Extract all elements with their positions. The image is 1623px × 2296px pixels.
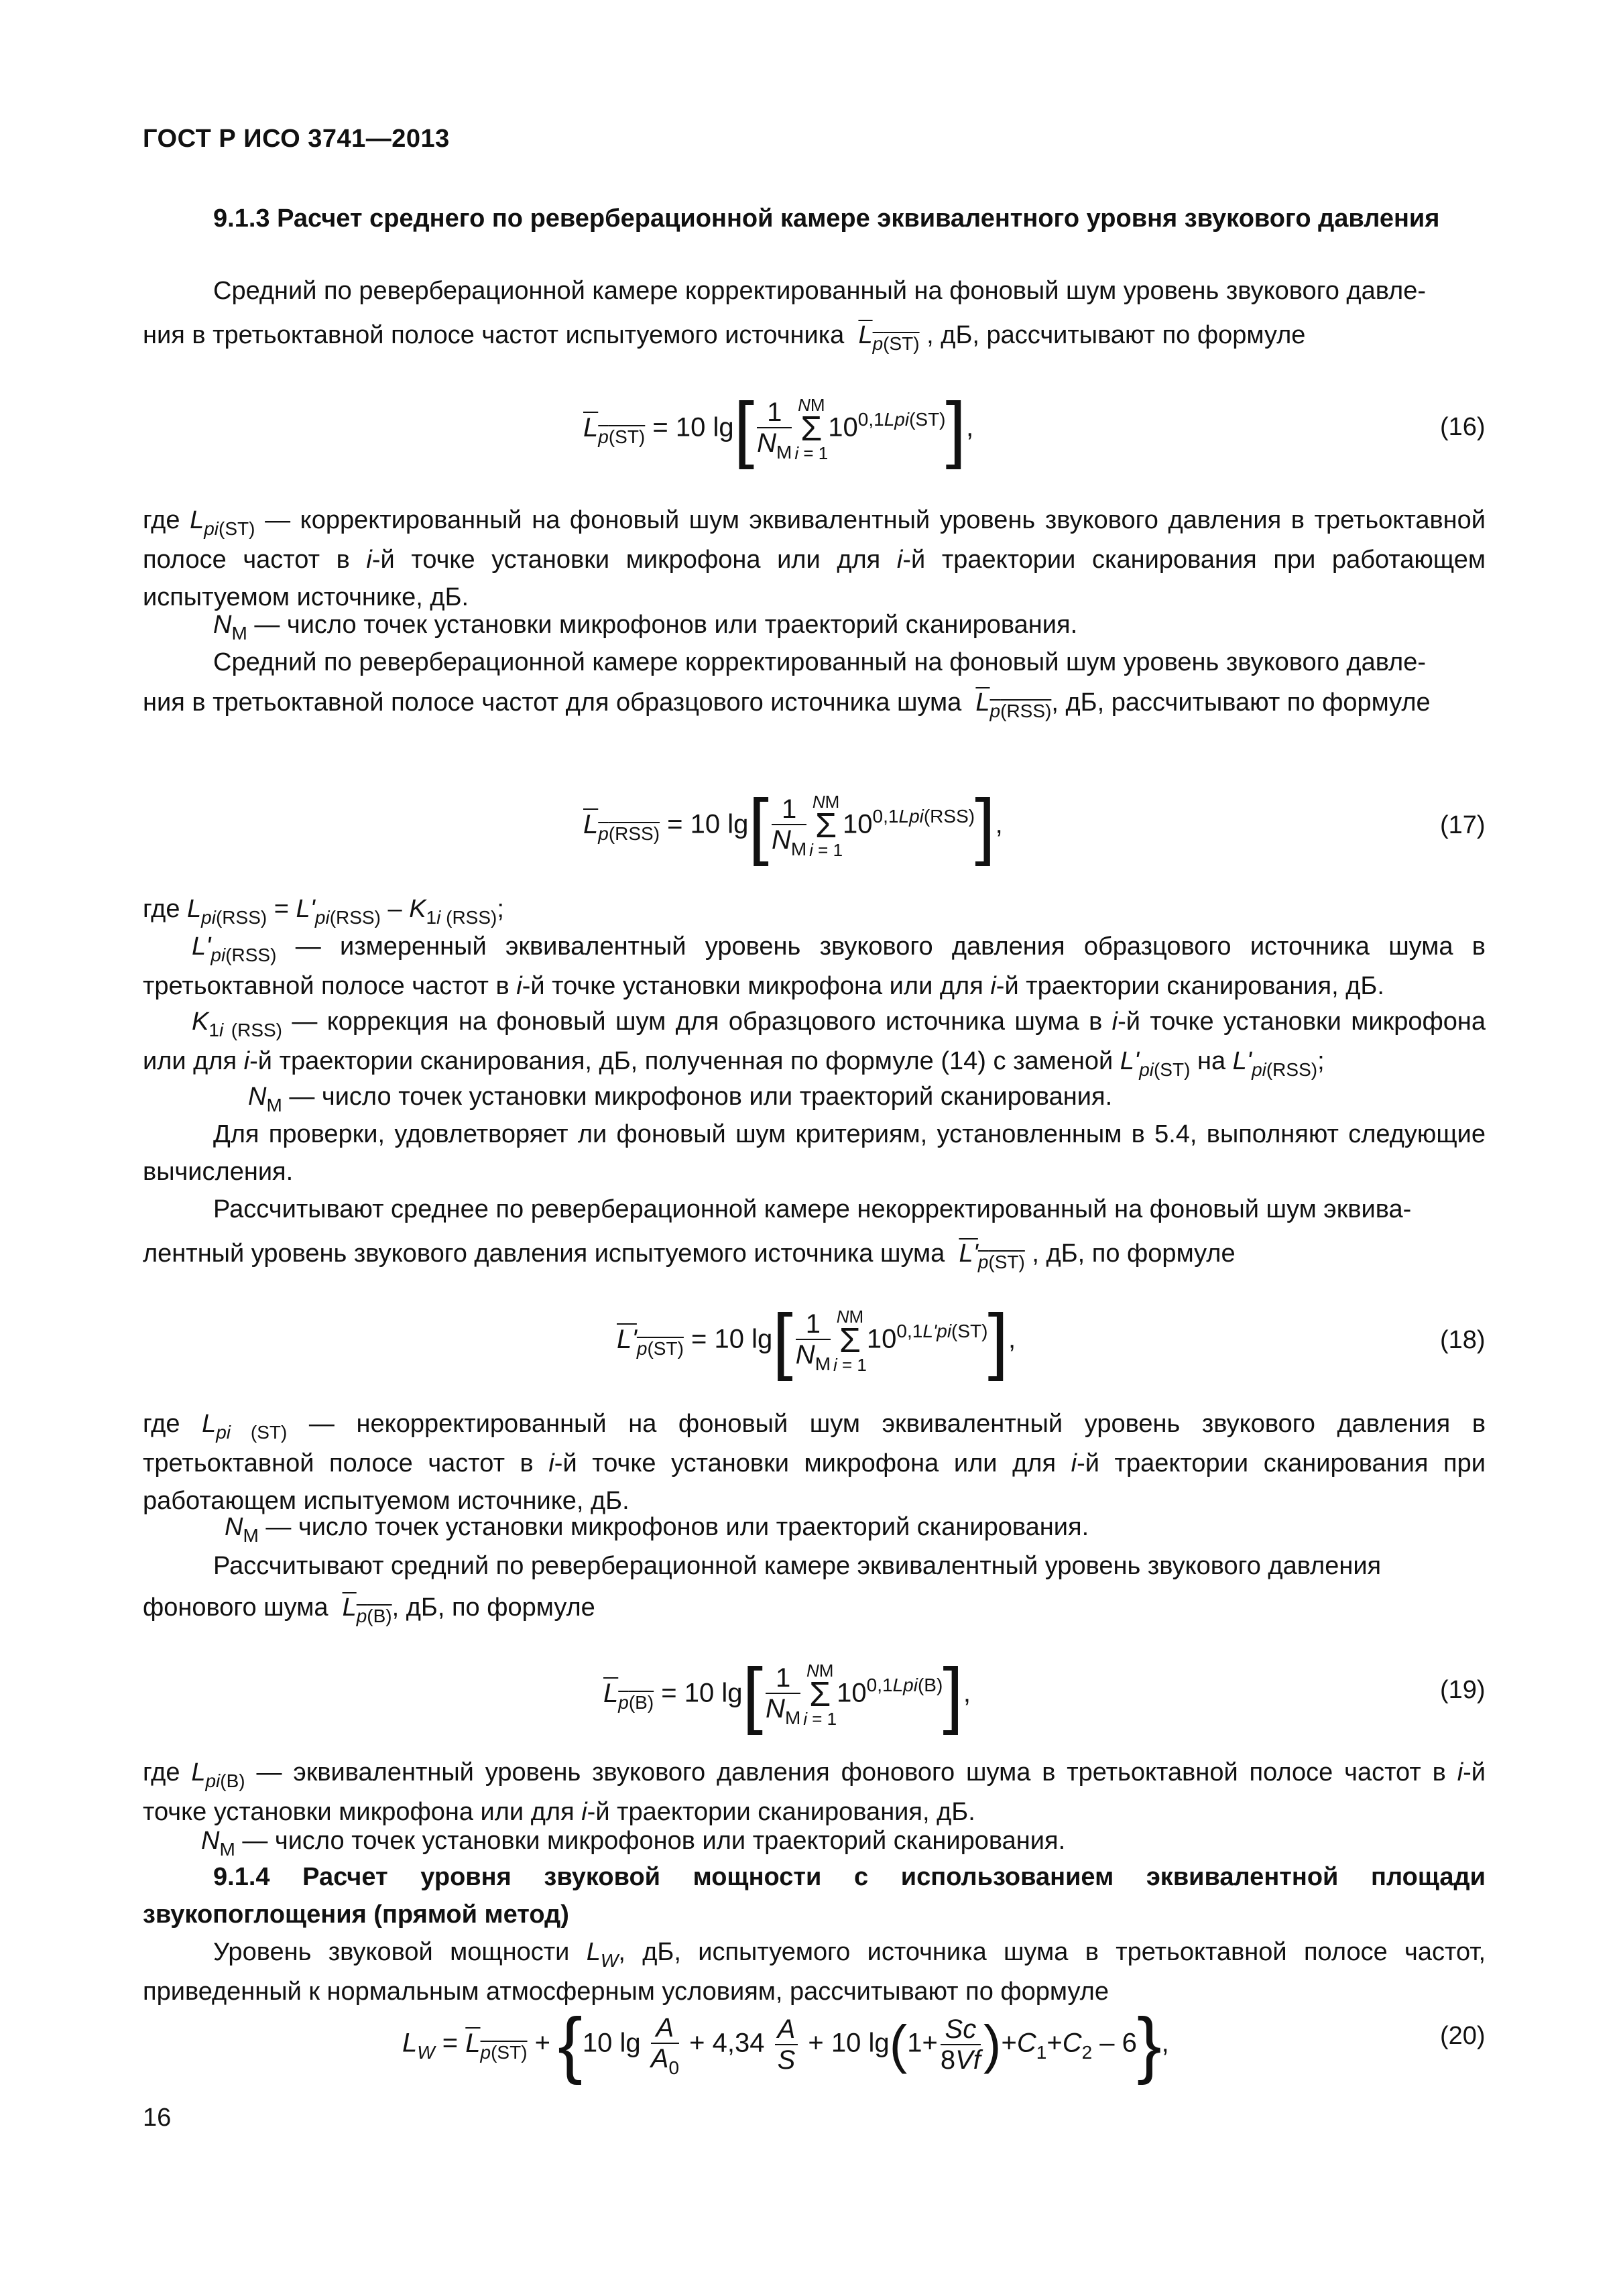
- paragraph: где $L_{pi (ST)}$ — некорректированный на фоновый шум эквивалентный уровень звукового давления в третьоктавной полосе частот в i-й точке установки микрофона или для i-й траектории сканирования при работающем испытуемом источнике, дБ.: [143, 1410, 1486, 1515]
- definition: $N_M$ — число точек установки микрофонов или траекторий сканирования.: [201, 1827, 1066, 1860]
- formula-18: $L'_{p(ST)} = 10$ lg[ $\frac{1}{N_M}$ NM Σ $i = 110^{0,1L'pi(ST)}$],: [617, 1299, 1016, 1382]
- definition: $L'_{pi(RSS)}$ — измеренный эквивалентный уровень звукового давления образцового источника шума в третьоктавной полосе частот в i-й точке установки микрофона или для i-й траектории сканирования, дБ.: [143, 932, 1486, 1000]
- paragraph: ния в третьоктавной полосе частот для образцового источника шума $L_{p(RSS)}$, дБ, рассчитывают по формуле: [143, 688, 1431, 721]
- paragraph: Средний по реверберационной камере корректированный на фоновый шум уровень звукового давле-: [213, 277, 1426, 305]
- paragraph: Уровень звуковой мощности $L_W$, дБ, испытуемого источника шума в третьоктавной полосе частот, приведенный к нормальным атмосферным условиям, рассчитывают по формуле: [143, 1938, 1486, 2006]
- equation-number: (17): [1440, 811, 1486, 839]
- paragraph: Для проверки, удовлетворяет ли фоновый шум критериям, установленным в 5.4, выполняют следующие вычисления.: [143, 1120, 1486, 1186]
- paragraph: где $L_{pi(ST)}$ — корректированный на фоновый шум эквивалентный уровень звукового давления в третьоктавной полосе частот в i-й точке установки микрофона или для i-й траектории сканирования при работающем испытуемом источнике, дБ.: [143, 506, 1486, 611]
- page-number: 16: [143, 2104, 172, 2132]
- paragraph: фонового шума $L_{p(B)}$, дБ, по формуле: [143, 1593, 595, 1626]
- formula-20: $L_W = L_{p(ST)} + \{10$ lg $\frac{A}{A_0}$ + 4,34 $\frac{A}{S}$ + 10 lg(1+ $\frac{Sc}{8Vf}$ )$+C_1+C_2 - 6$},: [402, 2003, 1169, 2086]
- definition: $N_M$ — число точек установки микрофонов или траекторий сканирования.: [213, 611, 1078, 644]
- formula-19: $L_{p(B)} = 10$ lg[ $\frac{1}{N_M}$ NM Σ $i = 110^{0,1Lpi(B)}$],: [603, 1653, 971, 1736]
- section-heading-9-1-4: 9.1.4 Расчет уровня звуковой мощности с использованием эквивалентной площади звукопоглощения (прямой метод): [143, 1863, 1486, 1929]
- formula-17: $L_{p(RSS)} = 10$ lg[ $\frac{1}{N_M}$ NM Σ $i = 110^{0,1Lpi(RSS)}$],: [583, 784, 1003, 867]
- paragraph: ния в третьоктавной полосе частот испытуемого источника $L_{p(ST)}$ , дБ, рассчитывают по формуле: [143, 321, 1306, 354]
- formula-16: $L_{p(ST)} = 10$ lg[ $\frac{1}{N_M}$ NM Σ $i = 110^{0,1Lpi(ST)}$],: [583, 387, 974, 470]
- paragraph: где $L_{pi(B)}$ — эквивалентный уровень звукового давления фонового шума в третьоктавной полосе частот в i-й точке установки микрофона или для i-й траектории сканирования, дБ.: [143, 1758, 1486, 1826]
- paragraph: где $L_{pi(RSS)} = L'_{pi(RSS)} - K_{1i (RSS)}$;: [143, 895, 504, 928]
- equation-number: (18): [1440, 1326, 1486, 1354]
- paragraph: лентный уровень звукового давления испытуемого источника шума $L'_{p(ST)}$ , дБ, по формуле: [143, 1240, 1236, 1272]
- paragraph: Средний по реверберационной камере корректированный на фоновый шум уровень звукового давле-: [213, 648, 1426, 676]
- equation-number: (20): [1440, 2022, 1486, 2050]
- equation-number: (19): [1440, 1676, 1486, 1704]
- definition: $K_{1i (RSS)}$ — коррекция на фоновый шум для образцового источника шума в i-й точке установки микрофона или для i-й траектории сканирования, дБ, полученная по формуле (14) с заменой $L'_{pi(ST)}$ на $L'_{pi(RSS)}$;: [143, 1008, 1486, 1080]
- equation-number: (16): [1440, 413, 1486, 441]
- paragraph: Рассчитывают средний по реверберационной камере эквивалентный уровень звукового давления: [213, 1552, 1382, 1580]
- definition: $N_M$ — число точек установки микрофонов или траекторий сканирования.: [225, 1513, 1089, 1546]
- paragraph: Рассчитывают среднее по реверберационной камере некорректированный на фоновый шум эквива-: [213, 1195, 1412, 1223]
- section-heading-9-1-3: 9.1.3 Расчет среднего по реверберационной камере эквивалентного уровня звукового давления: [213, 204, 1440, 233]
- document-header: ГОСТ Р ИСО 3741—2013: [143, 125, 450, 153]
- definition: $N_M$ — число точек установки микрофонов или траекторий сканирования.: [248, 1083, 1113, 1115]
